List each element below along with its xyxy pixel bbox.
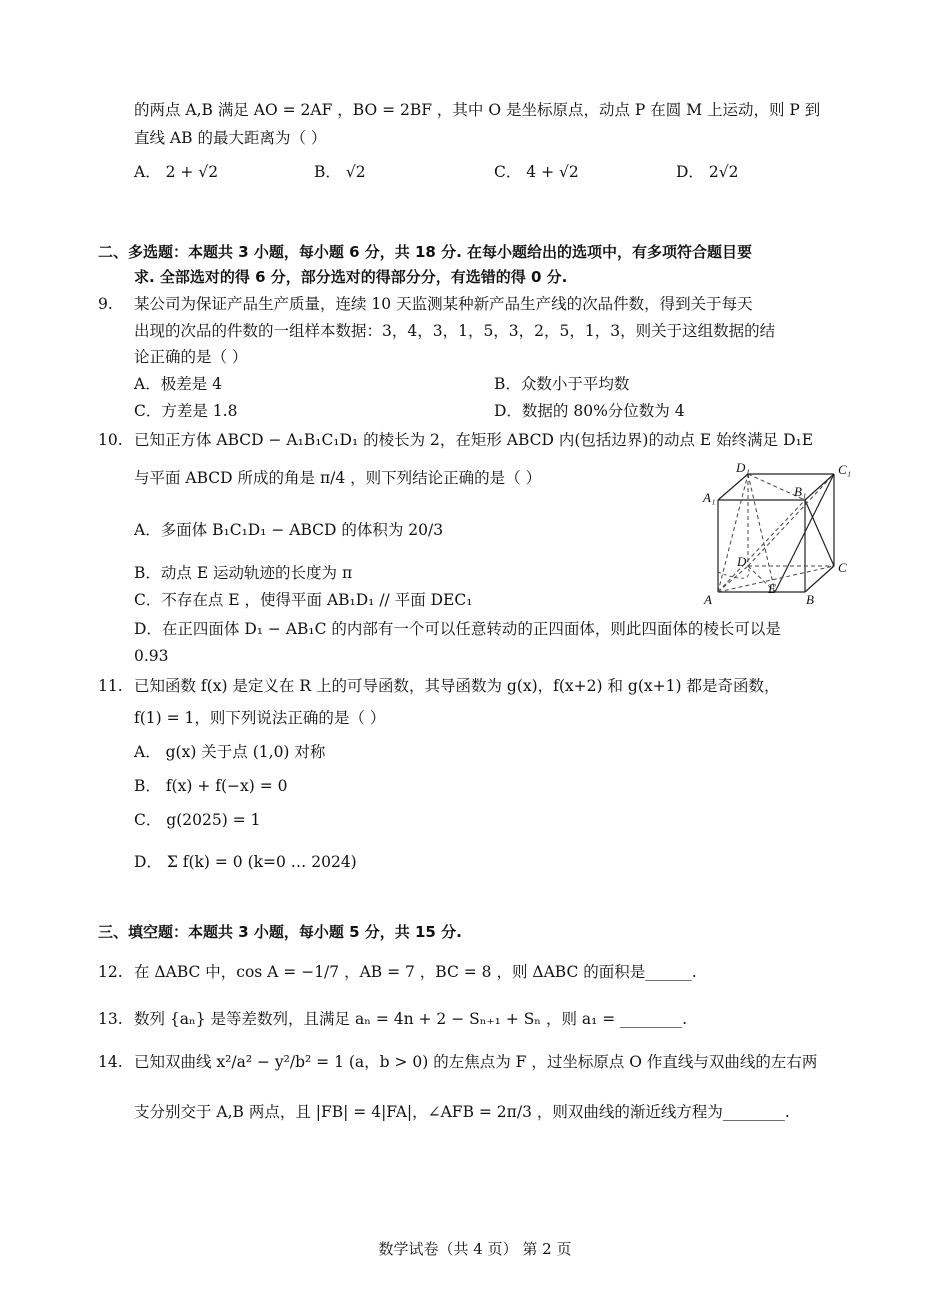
q10-option-d-line1: D．在正四面体 D₁ − AB₁C 的内部有一个可以任意转动的正四面体，则此四面体的棱长可以是	[134, 620, 781, 638]
q9-option-c: C．方差是 1.8	[134, 402, 238, 420]
q14-line1: 已知双曲线 x²/a² − y²/b² = 1 (a，b > 0) 的左焦点为 F ，过坐标原点 O 作直线与双曲线的左右两	[134, 1053, 818, 1071]
label-b: B	[806, 592, 814, 607]
q10-line1: 已知正方体 ABCD − A₁B₁C₁D₁ 的棱长为 2，在矩形 ABCD 内(包括边界)的动点 E 始终满足 D₁E	[134, 431, 814, 449]
q9-line1: 某公司为保证产品生产质量，连续 10 天监测某种新产品生产线的次品件数，得到关于每天	[134, 295, 753, 313]
q14-line2: 支分别交于 A,B 两点，且 |FB| = 4|FA|，∠AFB = 2π/3 ，则双曲线的渐近线方程为________.	[134, 1103, 790, 1121]
label-e: E	[768, 581, 776, 596]
q11-line2: f(1) = 1，则下列说法正确的是（ ）	[134, 709, 386, 727]
q8-option-c: C． 4 + √2	[494, 163, 579, 181]
q14-number: 14.	[98, 1053, 123, 1071]
section2-heading-line1: 二、多选题：本题共 3 小题，每小题 6 分，共 18 分. 在每小题给出的选项中，有多项符合题目要	[98, 243, 753, 261]
q11-option-c: C． g(2025) = 1	[134, 811, 261, 829]
q10-number: 10.	[98, 431, 123, 449]
cube-figure	[700, 462, 860, 610]
edge-b1-c1	[805, 474, 834, 500]
edge-b1-c	[805, 500, 834, 566]
q9-line3: 论正确的是（ ）	[134, 348, 248, 366]
diag-d1-e	[748, 474, 775, 592]
q9-option-b: B．众数小于平均数	[494, 375, 630, 393]
q9-option-a: A．极差是 4	[134, 375, 222, 393]
q13-number: 13.	[98, 1010, 123, 1028]
edge-a-d	[718, 566, 748, 592]
q8-line1: 的两点 A,B 满足 AO = 2AF ，BO = 2BF ，其中 O 是坐标原点，动点 P 在圆 M 上运动，则 P 到	[134, 101, 821, 119]
q9-option-d: D．数据的 80%分位数为 4	[494, 402, 685, 420]
section3-heading: 三、填空题：本题共 3 小题，每小题 5 分，共 15 分.	[98, 923, 462, 941]
label-b1: B₁	[794, 484, 807, 499]
q12-number: 12.	[98, 963, 123, 981]
section2-heading-line2: 求. 全部选对的得 6 分，部分选对的得部分分，有选错的得 0 分.	[134, 268, 568, 286]
page-footer: 数学试卷（共 4 页） 第 2 页	[378, 1240, 572, 1258]
q11-option-d: D． Σ f(k) = 0 (k=0 … 2024)	[134, 853, 357, 871]
q11-line1: 已知函数 f(x) 是定义在 R 上的可导函数，其导函数为 g(x)，f(x+2) 和 g(x+1) 都是奇函数，	[134, 677, 780, 695]
diag-a-c	[718, 566, 834, 592]
q11-option-a: A． g(x) 关于点 (1,0) 对称	[134, 743, 326, 761]
q8-option-d: D． 2√2	[676, 163, 739, 181]
q8-line2: 直线 AB 的最大距离为（ ）	[134, 129, 327, 147]
diag-a-d1	[718, 474, 748, 592]
label-a: A	[704, 592, 712, 607]
q8-option-b: B． √2	[314, 163, 366, 181]
diag-a-b1	[718, 500, 805, 592]
q13-text: 数列 {aₙ} 是等差数列，且满足 aₙ = 4n + 2 − Sₙ₊₁ + Sₙ ，则 a₁ = ________.	[134, 1010, 688, 1028]
q10-option-a: A．多面体 B₁C₁D₁ − ABCD 的体积为 20/3	[134, 521, 444, 539]
edge-a1-d1	[718, 474, 748, 500]
q10-line2: 与平面 ABCD 所成的角是 π/4 ，则下列结论正确的是（ ）	[134, 469, 542, 487]
q8-option-a: A． 2 + √2	[134, 163, 219, 181]
q12-text: 在 ΔABC 中，cos A = −1/7 ，AB = 7 ，BC = 8 ，则 ΔABC 的面积是______.	[134, 963, 697, 981]
q10-option-b: B．动点 E 运动轨迹的长度为 π	[134, 564, 353, 582]
q11-option-b: B． f(x) + f(−x) = 0	[134, 777, 288, 795]
q9-line2: 出现的次品的件数的一组样本数据：3，4，3，1，5，3，2，5，1，3，则关于这组数据的结	[134, 322, 776, 340]
label-c1: C₁	[838, 462, 852, 477]
q10-option-d-line2: 0.93	[134, 647, 169, 665]
label-d1: D₁	[736, 462, 750, 475]
q11-number: 11.	[98, 677, 123, 695]
edge-b-c	[805, 566, 834, 592]
label-d: D	[737, 554, 747, 569]
label-a1: A₁	[703, 490, 716, 505]
diag-d-c1	[748, 474, 834, 566]
q10-option-c: C．不存在点 E ，使得平面 AB₁D₁ // 平面 DEC₁	[134, 591, 473, 609]
label-c: C	[838, 560, 847, 575]
q9-number: 9.	[98, 295, 113, 313]
